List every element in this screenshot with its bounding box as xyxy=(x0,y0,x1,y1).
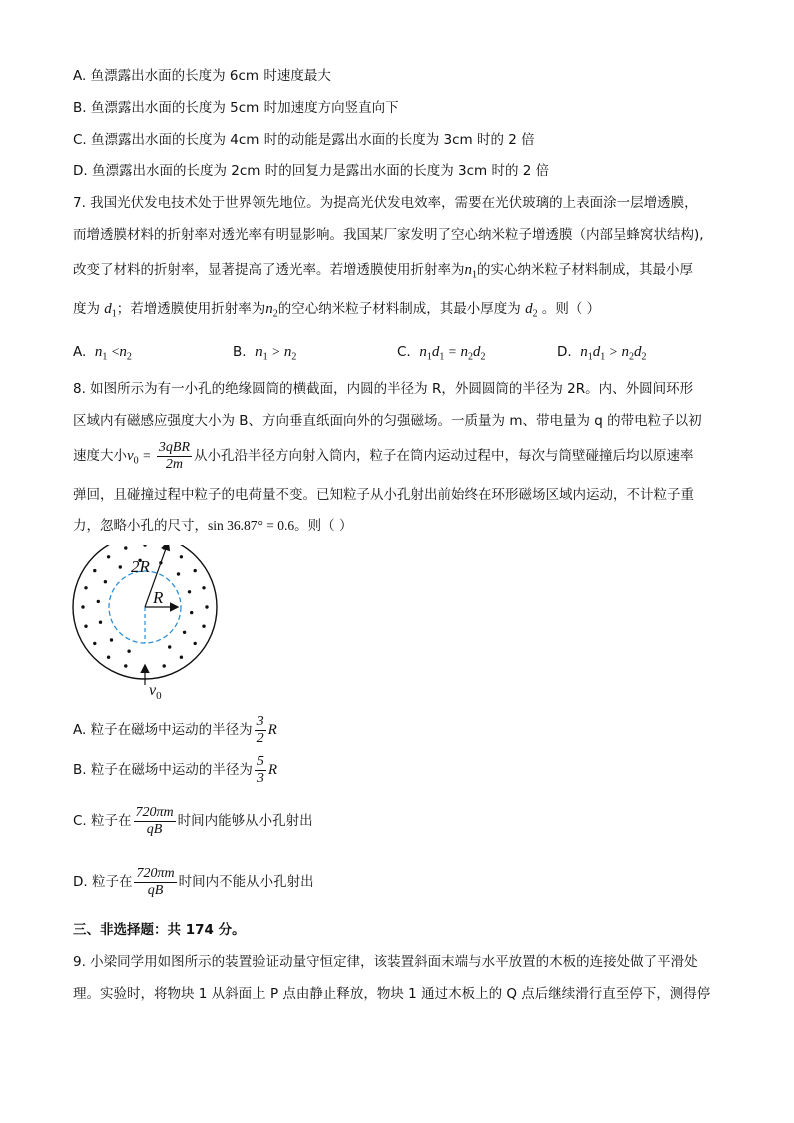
field-dot xyxy=(124,546,127,549)
q7-line-4: 度为 $d_1$；若增透膜使用折射率为$n_2$的空心纳米粒子材料制成，其最小厚度为 $d_2$ 。则（ ） xyxy=(73,301,601,320)
q7-option-c: C. $n_1d_1 = n_2d_2$ xyxy=(397,344,486,363)
q6-option-d: D. 鱼漂露出水面的长度为 2cm 时的回复力是露出水面的长度为 3cm 时的 2 倍 xyxy=(73,163,550,179)
field-dot xyxy=(84,586,87,589)
field-dot xyxy=(177,572,180,575)
q8-line-1: 8. 如图所示为有一小孔的绝缘圆筒的横截面，内圆的半径为 R，外圆圆筒的半径为 2R。内、外圆间环形 xyxy=(73,381,694,397)
q6-option-b: B. 鱼漂露出水面的长度为 5cm 时加速度方向竖直向下 xyxy=(73,100,399,116)
q8-option-d-text-a: D. 粒子在 xyxy=(73,874,133,890)
q8-option-b-text: B. 粒子在磁场中运动的半径为 xyxy=(73,762,253,778)
field-dot xyxy=(84,625,87,628)
q7-line-4-text-a: 度为 xyxy=(73,301,100,317)
q7-option-a: A. $n_1 <n_2$ xyxy=(73,344,132,363)
q8-line-3-text-b: 从小孔沿半径方向射入筒内，粒子在筒内运动过程中，每次与筒壁碰撞后均以原速率 xyxy=(194,448,694,464)
q8-option-c xyxy=(73,801,313,841)
q8-line-5-formula: sin 36.87° = 0.6 xyxy=(208,518,295,533)
q8-line-3-text-a: 速度大小 xyxy=(73,448,127,464)
cylinder-figure xyxy=(65,545,230,715)
q8-option-b: B. 粒子在磁场中运动的半径为 $\frac{5}{3}$ R xyxy=(73,753,278,786)
q7-option-b: B. $n_1 > n_2$ xyxy=(233,344,297,363)
q8-option-a: A. 粒子在磁场中运动的半径为 $\frac{3}{2}$ R xyxy=(73,713,277,746)
q8-line-5-text-a: 力，忽略小孔的尺寸， xyxy=(73,518,208,534)
section-heading: 三、非选择题：共 174 分。 xyxy=(73,922,246,938)
q7-line-4-text-b: ；若增透膜使用折射率为 xyxy=(116,301,266,317)
field-dot xyxy=(93,569,96,572)
field-dot xyxy=(93,642,96,645)
q8-option-c-numerator: 720πm xyxy=(135,804,174,820)
q8-option-c-denominator: qB xyxy=(146,821,163,837)
q8-option-a-denominator: 2 xyxy=(256,730,264,746)
field-dot xyxy=(124,664,127,667)
q8-option-d-numerator: 720πm xyxy=(136,865,175,881)
q8-option-a-numerator: 3 xyxy=(256,713,264,729)
q8-option-b-numerator: 5 xyxy=(256,753,264,769)
field-dot xyxy=(180,555,183,558)
velocity-fraction: $\frac{\text{3qBR}}{2m}$ xyxy=(158,439,190,472)
field-dot xyxy=(180,656,183,659)
q8-option-c-text-a: C. 粒子在 xyxy=(73,813,132,829)
field-dot xyxy=(107,656,110,659)
field-dot xyxy=(104,580,107,583)
q9-line-1: 9. 小梁同学用如图所示的装置验证动量守恒定律，该装置斜面末端与水平放置的木板的连接处做了平滑处 xyxy=(73,954,698,970)
q7-line-4-text-d: 。则（ ） xyxy=(541,301,601,317)
field-dot xyxy=(168,645,171,648)
field-dot xyxy=(81,605,84,608)
field-dot xyxy=(127,650,130,653)
field-dot xyxy=(99,621,102,624)
q7-option-b-label: B. xyxy=(233,344,247,360)
field-dot xyxy=(190,611,193,614)
q8-line-5 xyxy=(73,516,352,536)
field-dot xyxy=(163,664,166,667)
q8-line-5-text-c: 。则（ ） xyxy=(294,518,353,534)
inner-radius-label: R xyxy=(153,588,164,607)
q8-option-d xyxy=(73,862,314,902)
field-dot xyxy=(143,545,146,547)
outer-radius-label: 2R xyxy=(131,557,150,576)
q8-option-c-text-b: 时间内能够从小孔射出 xyxy=(177,813,313,829)
field-dot xyxy=(205,605,208,608)
q8-option-d-denominator: qB xyxy=(147,882,164,898)
field-dot xyxy=(202,625,205,628)
q8-line-4: 弹回，且碰撞过程中粒子的电荷量不变。已知粒子从小孔射出前始终在环形磁场区域内运动，不计粒子重 xyxy=(73,487,694,503)
q9-line-2: 理。实验时，将物块 1 从斜面上 P 点由静止释放，物块 1 通过木板上的 Q 点后继续滑行直至停下，测得停 xyxy=(73,986,711,1002)
q7-option-d: D. $n_1d_1 > n_2d_2$ xyxy=(557,344,647,363)
field-dot xyxy=(119,565,122,568)
q7-line-3-text-b: 的实心纳米粒子材料制成，其最小厚 xyxy=(477,262,693,278)
field-dot xyxy=(194,569,197,572)
field-dot xyxy=(202,586,205,589)
q7-line-3-text-a: 改变了材料的折射率，显著提高了透光率。若增透膜使用折射率为 xyxy=(73,262,465,278)
q7-option-c-label: C. xyxy=(397,344,411,360)
q6-option-a: A. 鱼漂露出水面的长度为 6cm 时速度最大 xyxy=(73,68,331,84)
q7-line-4-text-c: 的空心纳米粒子材料制成，其最小厚度为 xyxy=(277,301,521,317)
q7-line-1: 7. 我国光伏发电技术处于世界领先地位。为提高光伏发电效率，需要在光伏玻璃的上表面涂一层增透膜， xyxy=(73,195,698,211)
field-dot xyxy=(183,631,186,634)
q7-option-a-label: A. xyxy=(73,344,87,360)
q8-option-a-text: A. 粒子在磁场中运动的半径为 xyxy=(73,722,253,738)
q7-option-d-label: D. xyxy=(557,344,572,360)
q8-line-3: 速度大小$v_0$ = $\frac{\text{3qBR}}{2m}$ 从小孔沿半径方向射入筒内，粒子在筒内运动过程中，每次与筒壁碰撞后均以原速率 xyxy=(73,439,694,472)
field-dot xyxy=(194,642,197,645)
field-dot xyxy=(188,590,191,593)
field-dot xyxy=(107,555,110,558)
q8-option-b-denominator: 3 xyxy=(256,770,264,786)
q7-line-2: 而增透膜材料的折射率对透光率有明显影响。我国某厂家发明了空心纳米粒子增透膜（内部呈蜂窝状结构), xyxy=(73,227,704,243)
velocity-label: $v_0$ xyxy=(149,682,162,702)
q8-option-d-text-b: 时间内不能从小孔射出 xyxy=(178,874,314,890)
field-dot xyxy=(110,638,113,641)
q8-line-2: 区域内有磁感应强度大小为 B、方向垂直纸面向外的匀强磁场。一质量为 m、带电量为 q 的带电粒子以初 xyxy=(73,413,702,429)
q6-option-c: C. 鱼漂露出水面的长度为 4cm 时的动能是露出水面的长度为 3cm 时的 2 倍 xyxy=(73,132,535,148)
q7-line-3: 改变了材料的折射率，显著提高了透光率。若增透膜使用折射率为$n_1$的实心纳米粒子材料制成，其最小厚 xyxy=(73,262,693,281)
field-dot xyxy=(97,600,100,603)
